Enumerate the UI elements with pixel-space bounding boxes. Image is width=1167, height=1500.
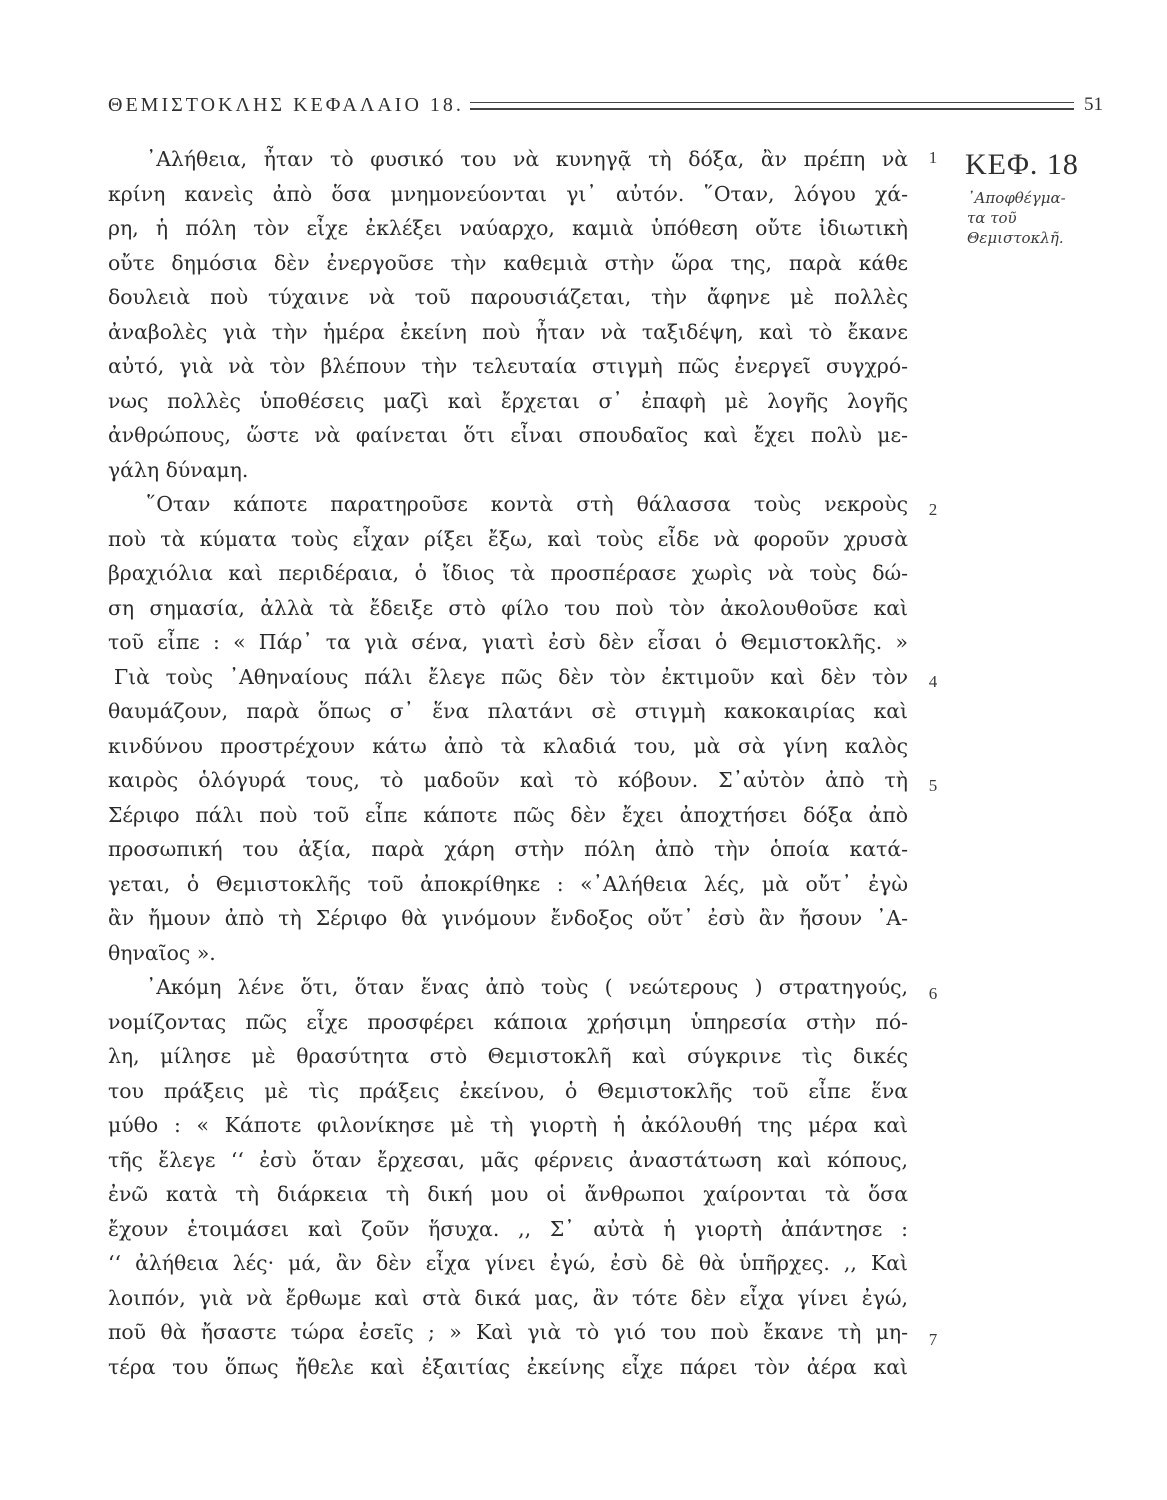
text-line: μύθο : « Κάποτε φιλονίκησε μὲ τὴ γιορτὴ ἡ ἀκόλουθή της μέρα καὶ — [108, 1113, 908, 1137]
text-line: ποῦ θὰ ἤσαστε τώρα ἐσεῖς ; » Καὶ γιὰ τὸ γιό του ποὺ ἔκανε τὴ μη- — [108, 1320, 908, 1344]
section-number: 2 — [928, 500, 938, 519]
text-line: θαυμάζουν, παρὰ ὅπως σ᾿ ἕνα πλατάνι σὲ στιγμὴ κακοκαιρίας καὶ — [108, 699, 908, 723]
margin-subtitle — [965, 188, 1105, 248]
header-rule — [470, 102, 1074, 110]
text-line: γεται, ὁ Θεμιστοκλῆς τοῦ ἀποκρίθηκε : «᾿Αλήθεια λές, μὰ οὔτ᾿ ἐγὼ — [108, 871, 908, 896]
text-line: νομίζοντας πῶς εἶχε προσφέρει κάποια χρήσιμη ὑπηρεσία στὴν πό- — [108, 1009, 908, 1034]
text-line: καιρὸς ὁλόγυρά τους, τὸ μαδοῦν καὶ τὸ κόβουν. Σ᾿αὐτὸν ἀπὸ τὴ — [108, 768, 908, 792]
section-number: 5 — [928, 776, 938, 795]
section-number: 1 — [928, 148, 938, 167]
text-line: τέρα του ὅπως ἤθελε καὶ ἐξαιτίας ἐκείνης εἶχε πάρει τὸν ἀέρα καὶ — [108, 1354, 908, 1379]
text-line: ῞Οταν κάποτε παρατηροῦσε κοντὰ στὴ θάλασσα τοὺς νεκροὺς — [146, 492, 908, 516]
margin-subtitle-line: τα τοῦ — [967, 209, 1017, 227]
text-line: κρίνη κανεὶς ἀπὸ ὅσα μνημονεύονται γι᾿ αὐτόν. ῞Οταν, λόγου χά- — [108, 181, 908, 206]
page-number: 51 — [1084, 94, 1103, 115]
margin-subtitle-line: Θεμιστοκλῆ. — [967, 229, 1064, 247]
text-line: Σέριφο πάλι ποὺ τοῦ εἶπε κάποτε πῶς δὲν ἔχει ἀποχτήσει δόξα ἀπὸ — [108, 802, 908, 827]
text-line: Γιὰ τοὺς ᾿Αθηναίους πάλι ἔλεγε πῶς δὲν τὸν ἐκτιμοῦν καὶ δὲν τὸν — [114, 664, 908, 689]
margin-note — [965, 148, 1105, 248]
text-line: ἂν ἤμουν ἀπὸ τὴ Σέριφο θὰ γινόμουν ἔνδοξος οὔτ᾿ ἐσὺ ἂν ἤσουν ᾿Α- — [108, 906, 908, 930]
text-line: θηναῖος ». — [108, 940, 216, 965]
text-line: ‘‘ ἀλήθεια λές· μά, ἂν δὲν εἶχα γίνει ἐγώ, ἐσὺ δὲ θὰ ὑπῆρχες. ,, Καὶ — [108, 1251, 908, 1275]
text-line: τοῦ εἶπε : « Πάρ᾿ τα γιὰ σένα, γιατὶ ἐσὺ δὲν εἶσαι ὁ Θεμιστοκλῆς. » — [108, 630, 908, 654]
text-line: ση σημασία, ἀλλὰ τὰ ἔδειξε στὸ φίλο του ποὺ τὸν ἀκολουθοῦσε καὶ — [108, 595, 908, 620]
section-number: 7 — [928, 1330, 938, 1349]
text-line: λη, μίλησε μὲ θρασύτητα στὸ Θεμιστοκλῆ καὶ σύγκρινε τὶς δικές — [108, 1044, 908, 1068]
text-line: βραχιόλια καὶ περιδέραια, ὁ ἴδιος τὰ προσπέρασε χωρὶς νὰ τοὺς δώ- — [108, 561, 908, 585]
margin-subtitle-line: ᾿Αποφθέγμα- — [967, 189, 1066, 207]
text-line: λοιπόν, γιὰ νὰ ἔρθωμε καὶ στὰ δικά μας, ἂν τότε δὲν εἶχα γίνει ἐγώ, — [108, 1285, 908, 1310]
text-line: ἐνῶ κατὰ τὴ διάρκεια τὴ δική μου οἱ ἄνθρωποι χαίρονται τὰ ὅσα — [108, 1182, 908, 1206]
text-line: νως πολλὲς ὑποθέσεις μαζὶ καὶ ἔρχεται σ᾿ ἐπαφὴ μὲ λογῆς λογῆς — [108, 388, 908, 413]
text-line: τῆς ἔλεγε ‘‘ ἐσὺ ὅταν ἔρχεσαι, μᾶς φέρνεις ἀναστάτωση καὶ κόπους, — [108, 1147, 908, 1172]
text-line: ἔχουν ἑτοιμάσει καὶ ζοῦν ἥσυχα. ,, Σ᾿ αὐτὰ ἡ γιορτὴ ἀπάντησε : — [108, 1216, 908, 1241]
text-line: ποὺ τὰ κύματα τοὺς εἶχαν ρίξει ἔξω, καὶ τοὺς εἶδε νὰ φοροῦν χρυσὰ — [108, 526, 908, 551]
text-line: γάλη δύναμη. — [108, 457, 249, 482]
running-head — [108, 92, 1103, 118]
text-line: ᾿Ακόμη λένε ὅτι, ὅταν ἕνας ἀπὸ τοὺς ( νεώτερους ) στρατηγούς, — [146, 975, 908, 999]
text-line: του πράξεις μὲ τὶς πράξεις ἐκείνου, ὁ Θεμιστοκλῆς τοῦ εἶπε ἕνα — [108, 1078, 908, 1103]
margin-chapter-label: ΚΕΦ. 18 — [965, 148, 1079, 181]
text-line: αὐτό, γιὰ νὰ τὸν βλέπουν τὴν τελευταία στιγμὴ πῶς ἐνεργεῖ συγχρό- — [108, 354, 908, 378]
running-head-title: ΘΕΜΙΣΤΟΚΛΗΣ ΚΕΦΑΛΑΙΟ 18. — [108, 93, 464, 116]
text-line: ᾿Αλήθεια, ἦταν τὸ φυσικό του νὰ κυνηγᾷ τὴ δόξα, ἂν πρέπη νὰ — [146, 147, 908, 171]
body-text — [108, 142, 908, 1384]
text-line: κινδύνου προστρέχουν κάτω ἀπὸ τὰ κλαδιά του, μὰ σὰ γίνη καλὸς — [108, 733, 908, 758]
section-number: 6 — [928, 984, 938, 1003]
text-line: ρη, ἡ πόλη τὸν εἶχε ἐκλέξει ναύαρχο, καμιὰ ὑπόθεση οὔτε ἰδιωτικὴ — [108, 216, 908, 240]
text-line: προσωπική του ἀξία, παρὰ χάρη στὴν πόλη ἀπὸ τὴν ὁποία κατά- — [108, 837, 908, 861]
text-line: ἀναβολὲς γιὰ τὴν ἡμέρα ἐκείνη ποὺ ἦταν νὰ ταξιδέψη, καὶ τὸ ἔκανε — [108, 319, 908, 344]
text-line: ἀνθρώπους, ὥστε νὰ φαίνεται ὅτι εἶναι σπουδαῖος καὶ ἔχει πολὺ με- — [108, 423, 908, 447]
text-line: δουλειὰ ποὺ τύχαινε νὰ τοῦ παρουσιάζεται, τὴν ἄφηνε μὲ πολλὲς — [108, 285, 908, 309]
section-number: 4 — [928, 672, 938, 691]
text-line: οὔτε δημόσια δὲν ἐνεργοῦσε τὴν καθεμιὰ στὴν ὥρα της, παρὰ κάθε — [108, 250, 908, 275]
